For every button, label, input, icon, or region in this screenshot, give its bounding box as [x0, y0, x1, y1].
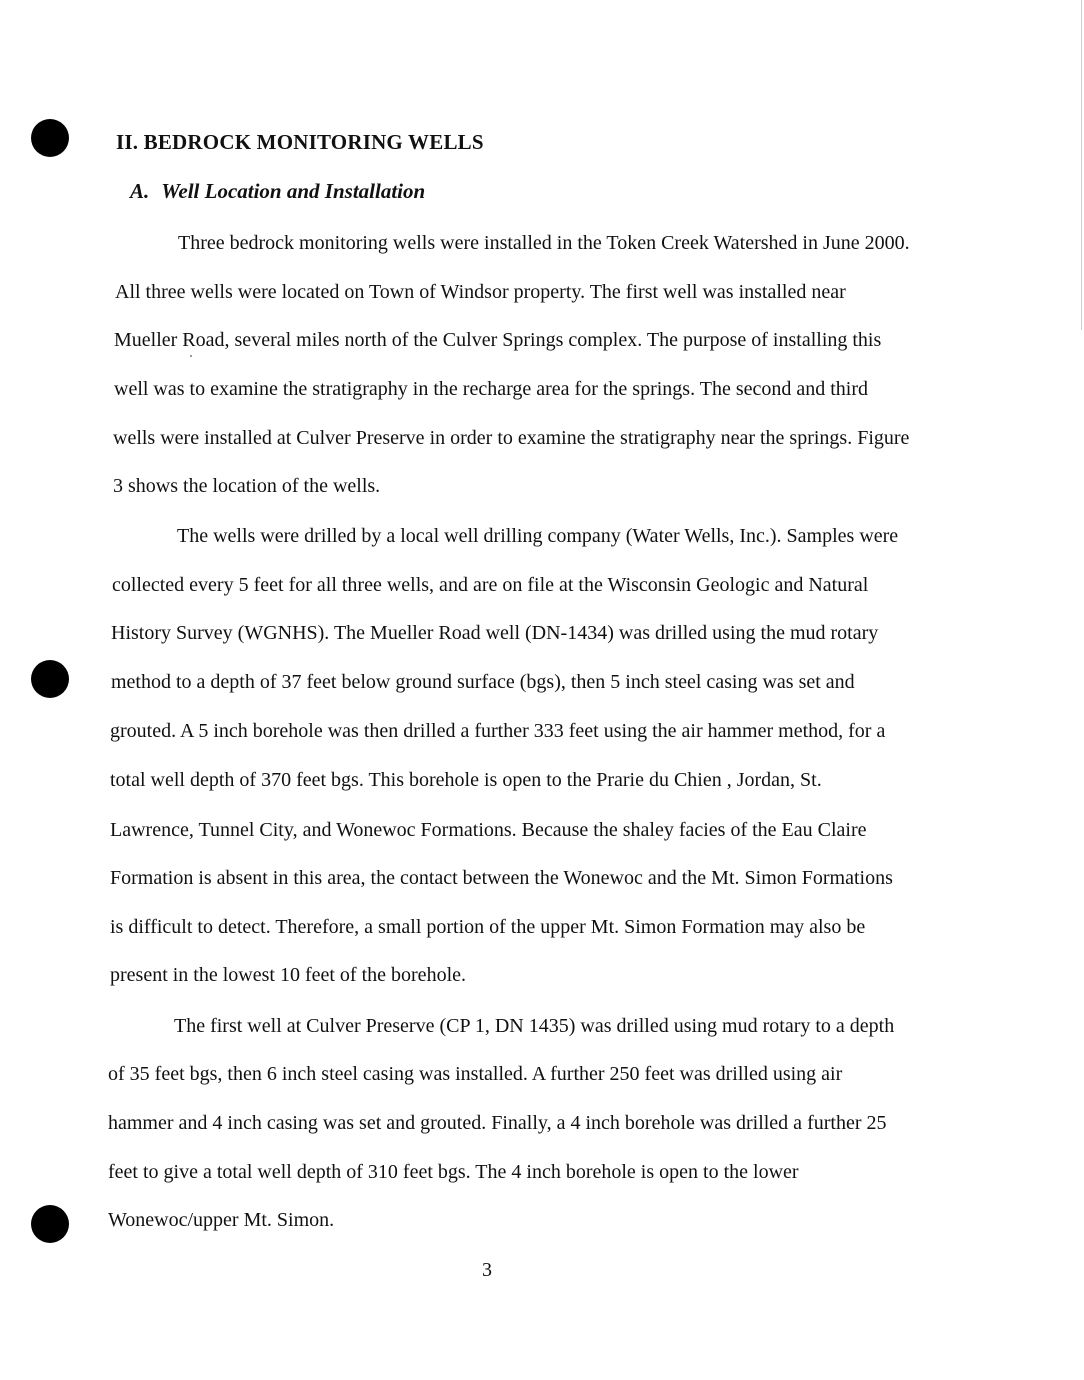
subsection-heading — [130, 179, 425, 204]
paragraph-line: Three bedrock monitoring wells were installed in the Token Creek Watershed in June 2000. — [178, 232, 910, 254]
page-number: 3 — [482, 1259, 492, 1281]
paragraph-line: wells were installed at Culver Preserve in order to examine the stratigraphy near the springs. Figure — [113, 427, 910, 449]
paragraph-line: hammer and 4 inch casing was set and grouted. Finally, a 4 inch borehole was drilled a further 25 — [108, 1112, 887, 1134]
paragraph-line: collected every 5 feet for all three wells, and are on file at the Wisconsin Geologic and Natural — [112, 574, 869, 596]
paragraph-line: The wells were drilled by a local well drilling company (Water Wells, Inc.). Samples were — [177, 525, 899, 547]
section-heading: II. BEDROCK MONITORING WELLS — [116, 130, 484, 154]
paragraph-line: Mueller Road, several miles north of the Culver Springs complex. The purpose of installing this — [114, 329, 882, 351]
subsection-letter: A. — [130, 179, 150, 203]
paragraph-line: total well depth of 370 feet bgs. This borehole is open to the Prarie du Chien , Jordan, St. — [110, 769, 822, 791]
paragraph-line: method to a depth of 37 feet below ground surface (bgs), then 5 inch steel casing was set and — [111, 671, 855, 693]
paragraph-line: Lawrence, Tunnel City, and Wonewoc Formations. Because the shaley facies of the Eau Claire — [110, 819, 867, 841]
punch-hole-top — [31, 119, 69, 157]
punch-hole-middle — [31, 660, 69, 698]
scan-speck — [190, 355, 192, 357]
paragraph-line: present in the lowest 10 feet of the borehole. — [110, 964, 466, 986]
paragraph-line: is difficult to detect. Therefore, a small portion of the upper Mt. Simon Formation may also be — [110, 916, 866, 938]
paragraph-line: of 35 feet bgs, then 6 inch steel casing was installed. A further 250 feet was drilled using air — [108, 1063, 843, 1085]
paragraph-line: Formation is absent in this area, the contact between the Wonewoc and the Mt. Simon Formations — [110, 867, 893, 889]
paragraph-line: grouted. A 5 inch borehole was then drilled a further 333 feet using the air hammer method, for a — [110, 720, 886, 742]
paragraph-line: All three wells were located on Town of Windsor property. The first well was installed near — [115, 281, 846, 303]
subsection-title: Well Location and Installation — [161, 179, 426, 203]
punch-hole-bottom — [31, 1205, 69, 1243]
paragraph-line: History Survey (WGNHS). The Mueller Road well (DN-1434) was drilled using the mud rotary — [111, 622, 879, 644]
paragraph-line: The first well at Culver Preserve (CP 1, DN 1435) was drilled using mud rotary to a depth — [174, 1015, 895, 1037]
paragraph-line: feet to give a total well depth of 310 feet bgs. The 4 inch borehole is open to the lower — [108, 1161, 799, 1183]
paragraph-line: well was to examine the stratigraphy in the recharge area for the springs. The second and third — [114, 378, 869, 400]
paragraph-line: Wonewoc/upper Mt. Simon. — [108, 1209, 335, 1231]
paragraph-line: 3 shows the location of the wells. — [113, 475, 381, 497]
scan-edge-line — [1081, 0, 1082, 330]
